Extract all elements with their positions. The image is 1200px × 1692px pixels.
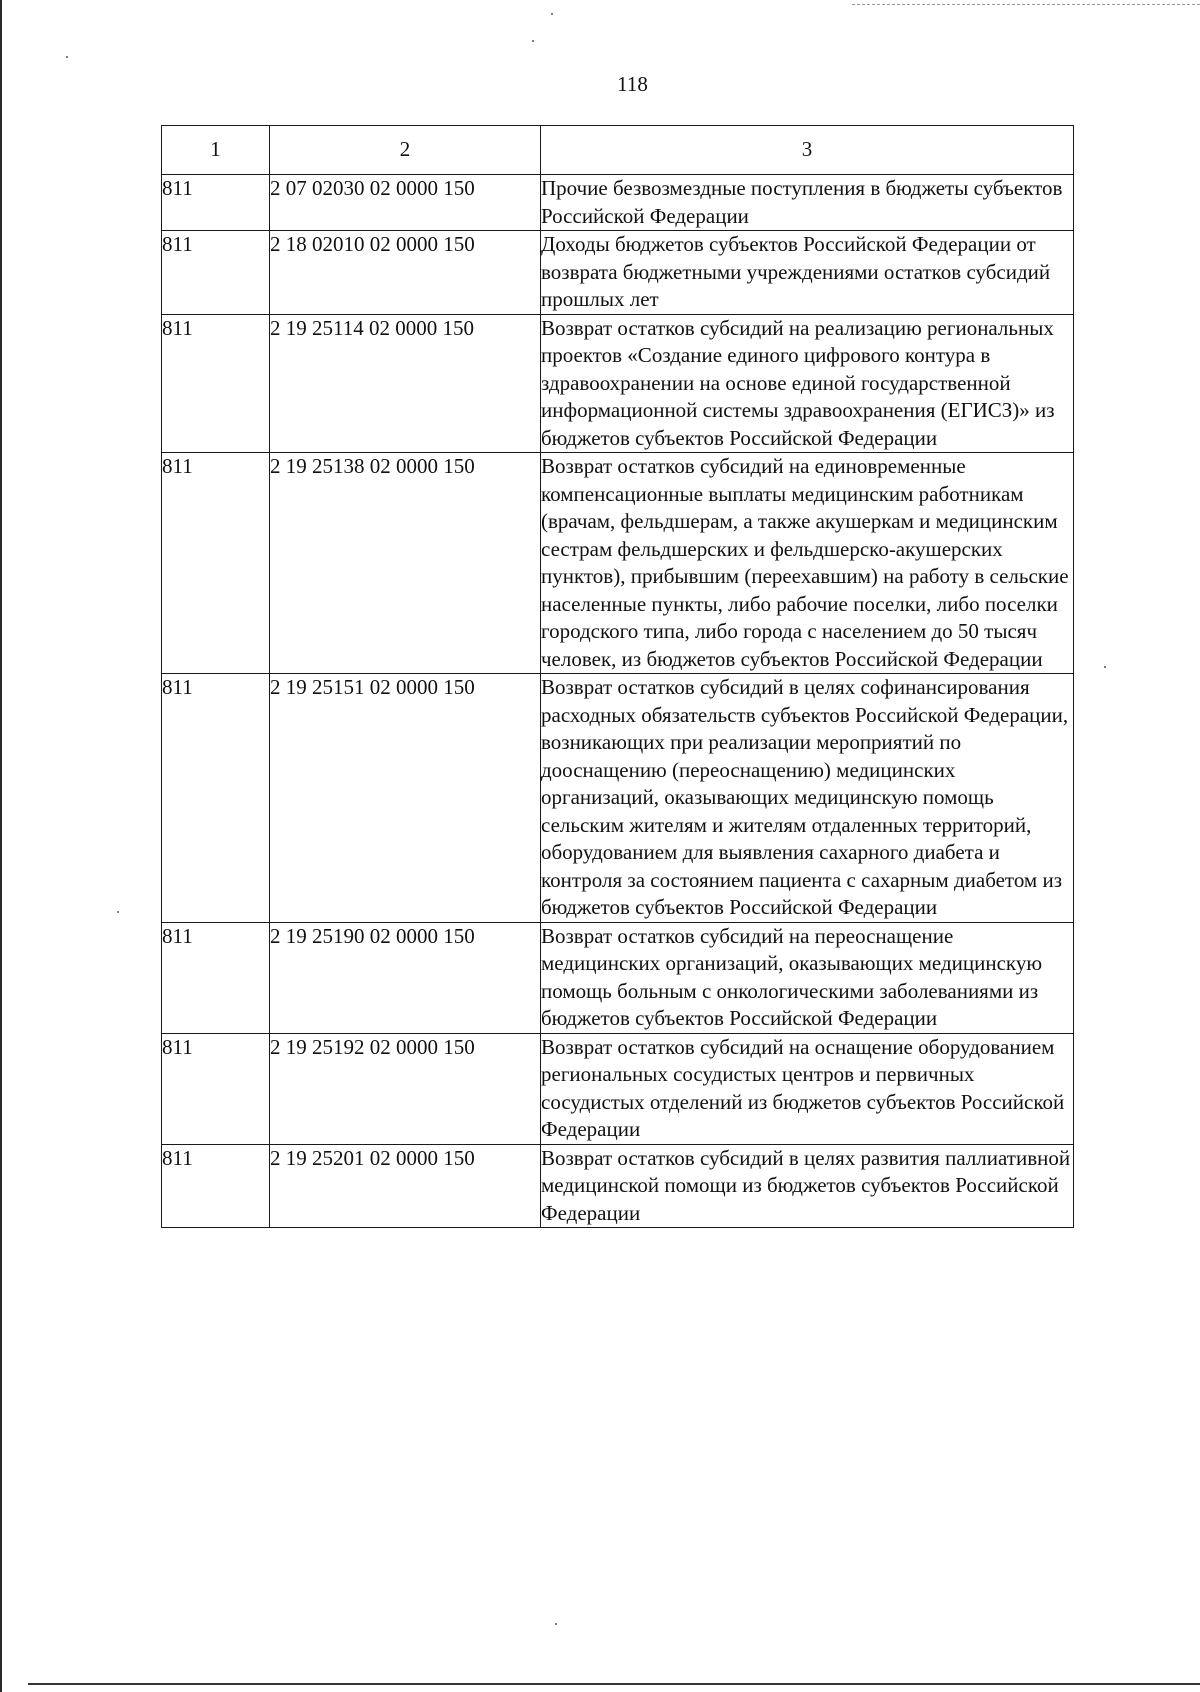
scan-speck — [66, 56, 68, 58]
description-cell: Возврат остатков субсидий на реализацию региональных проектов «Создание единого цифрового контура в здравоохранении на основе единой государственной информационной системы здравоохранения (ЕГИСЗ)» из бюджетов субъектов Российской Федерации — [541, 314, 1074, 453]
column-header-1: 1 — [162, 126, 270, 175]
description-cell: Возврат остатков субсидий на единовременные компенсационные выплаты медицинским работникам (врачам, фельдшерам, а также акушеркам и медицинским сестрам фельдшерских и фельдшерско-акушерских пунктов), прибывшим (переехавшим) на работу в сельские населенные пункты, либо рабочие поселки, либо поселки городского типа, либо города с населением до 50 тысяч человек, из бюджетов субъектов Российской Федерации — [541, 453, 1074, 674]
admin-code-cell: 811 — [162, 453, 270, 674]
table-row — [162, 1144, 1074, 1228]
income-code-cell: 2 18 02010 02 0000 150 — [270, 231, 541, 315]
description-cell: Доходы бюджетов субъектов Российской Федерации от возврата бюджетными учреждениями остатков субсидий прошлых лет — [541, 231, 1074, 315]
admin-code-cell: 811 — [162, 1033, 270, 1144]
table-row — [162, 1033, 1074, 1144]
description-cell: Возврат остатков субсидий на переоснащение медицинских организаций, оказывающих медицинскую помощь больным с онкологическими заболеваниями из бюджетов субъектов Российской Федерации — [541, 922, 1074, 1033]
table-header-row — [162, 126, 1074, 175]
income-code-cell: 2 19 25192 02 0000 150 — [270, 1033, 541, 1144]
scan-speck — [1104, 666, 1106, 668]
income-code-cell: 2 19 25138 02 0000 150 — [270, 453, 541, 674]
scan-top-edge — [852, 4, 1200, 6]
income-code-cell: 2 19 25190 02 0000 150 — [270, 922, 541, 1033]
table-row — [162, 922, 1074, 1033]
table-row — [162, 314, 1074, 453]
table-row — [162, 231, 1074, 315]
scan-speck — [555, 1623, 557, 1625]
column-header-2: 2 — [270, 126, 541, 175]
admin-code-cell: 811 — [162, 1144, 270, 1228]
page-number: 118 — [617, 72, 648, 96]
scan-speck — [532, 40, 534, 42]
column-header-3: 3 — [541, 126, 1074, 175]
table-row — [162, 175, 1074, 231]
admin-code-cell: 811 — [162, 314, 270, 453]
income-code-cell: 2 19 25151 02 0000 150 — [270, 674, 541, 923]
description-cell: Возврат остатков субсидий на оснащение оборудованием региональных сосудистых центров и первичных сосудистых отделений из бюджетов субъектов Российской Федерации — [541, 1033, 1074, 1144]
description-cell: Возврат остатков субсидий в целях развития паллиативной медицинской помощи из бюджетов субъектов Российской Федерации — [541, 1144, 1074, 1228]
scan-speck — [117, 911, 119, 913]
scan-bottom-edge — [28, 1683, 1200, 1685]
description-cell: Возврат остатков субсидий в целях софинансирования расходных обязательств субъектов Российской Федерации, возникающих при реализации мероприятий по дооснащению (переоснащению) медицинских организаций, оказывающих медицинскую помощь сельским жителям и жителям отдаленных территорий, оборудованием для выявления сахарного диабета и контроля за состоянием пациента с сахарным диабетом из бюджетов субъектов Российской Федерации — [541, 674, 1074, 923]
admin-code-cell: 811 — [162, 231, 270, 315]
admin-code-cell: 811 — [162, 922, 270, 1033]
table-row — [162, 453, 1074, 674]
table-row — [162, 674, 1074, 923]
income-code-cell: 2 19 25114 02 0000 150 — [270, 314, 541, 453]
scan-left-edge — [0, 0, 2, 1692]
income-code-cell: 2 07 02030 02 0000 150 — [270, 175, 541, 231]
scan-speck — [551, 13, 553, 15]
budget-classification-table — [161, 125, 1074, 1228]
admin-code-cell: 811 — [162, 674, 270, 923]
admin-code-cell: 811 — [162, 175, 270, 231]
description-cell: Прочие безвозмездные поступления в бюджеты субъектов Российской Федерации — [541, 175, 1074, 231]
income-code-cell: 2 19 25201 02 0000 150 — [270, 1144, 541, 1228]
